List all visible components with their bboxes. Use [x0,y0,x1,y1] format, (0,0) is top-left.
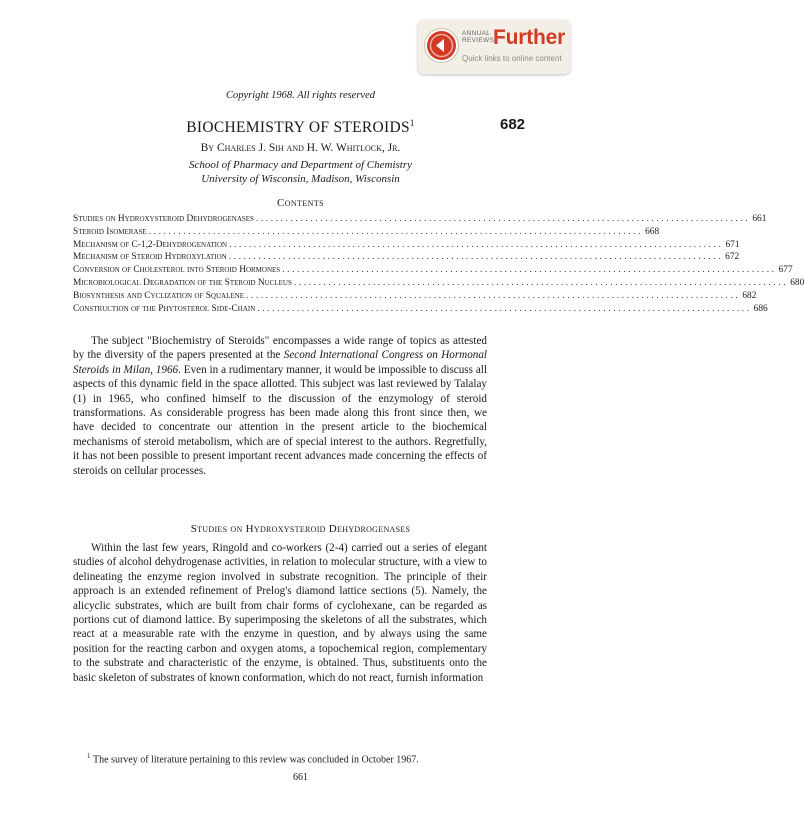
badge-subtitle: Quick links to online content [462,54,562,63]
copyright-notice: Copyright 1968. All rights reserved [225,90,376,101]
toc-leader: .................................................................................................... [257,303,752,314]
toc-label: Microbiological Degradation of the Steroid Nucleus [73,277,292,288]
author-byline: By Charles J. Sih and H. W. Whitlock, Jr. [200,142,401,154]
toc-leader: .................................................................................................... [229,239,724,250]
toc-item[interactable] [73,213,767,226]
toc-leader: .................................................................................................... [293,277,789,288]
article-title [0,118,601,137]
toc-item[interactable] [73,226,660,239]
toc-label: Mechanism of Steroid Hydroxylation [73,252,227,263]
toc-leader: .................................................................................................... [255,214,751,224]
toc-label: Biosynthesis and Cyclization of Squalene [73,290,244,301]
toc-page: 686 [753,303,768,314]
toc-page: 672 [725,252,740,263]
toc-leader: .................................................................................................... [228,252,724,263]
journal-page-number: 682 [500,116,526,133]
toc-item[interactable] [73,251,740,264]
article-title-text: BIOCHEMISTRY OF STEROIDS [186,119,410,137]
table-of-contents [73,213,804,315]
toc-label: Construction of the Phytosterol Side-Chain [73,303,256,314]
toc-label: Studies on Hydroxysteroid Dehydrogenases [73,214,254,224]
toc-page: 671 [725,239,740,250]
congress-name: Second International Congress on Hormonal Steroids in Milan, 1966 [73,349,488,376]
badge-publisher: ANNUAL REVIEWS [462,30,495,44]
affiliation-line-1: School of Pharmacy and Department of Chemistry [188,159,413,171]
toc-item[interactable] [73,303,768,316]
page-number: 661 [293,772,308,783]
affiliation-line-2: University of Wisconsin, Madison, Wisconsin [201,173,400,185]
intro-paragraph [73,334,487,478]
badge-title: Further [493,26,566,49]
toc-leader: .................................................................................................... [282,265,777,276]
footnote-text: The survey of literature pertaining to this review was concluded in October 1967. [93,754,419,766]
toc-page: 668 [645,226,660,237]
section-heading: Studies on Hydroxysteroid Dehydrogenases [190,523,411,535]
toc-leader: .................................................................................................... [148,226,644,237]
intro-text-1: The subject "Biochemistry of Steroids" encompasses a wide range of topics as attested by the diversity of the papers presented at the [73,335,487,362]
toc-label: Steroid Isomerase [73,226,147,237]
contents-heading: Contents [277,197,324,209]
toc-page: 677 [778,265,793,276]
section-paragraph [73,541,487,685]
intro-text-2: . Even in a rudimentary manner, it would be impossible to discuss all aspects of this dynamic field in the space allotted. This subject was last reviewed by Talalay (1) in 1965, who confined himself to the discussion of the enzymology of steroid transformations. As considerable progress has been made along this front since then, we have decided to concentrate our attention in the present article to the biochemical mechanisms of steroid metabolism, which are of special interest to the authors. Regretfully, it has not been possible to present important recent advances made concerning the effects of steroids on cellular processes. [73,363,487,477]
toc-page: 680 [790,277,804,288]
toc-item[interactable] [73,239,740,252]
title-footnote-mark[interactable]: 1 [409,118,415,128]
toc-leader: .................................................................................................... [245,290,741,301]
toc-item[interactable] [73,264,793,277]
footnote-mark: 1 [87,752,91,760]
section-text: Within the last few years, Ringold and co-workers (2-4) carried out a series of elegant studies of alcohol dehydrogenase activities, in relation to molecular structure, with a view to delineating the enzyme region involved in substrate recognition. The principle of their approach is an extended refinement of Prelog's diamond lattice sections (5). Namely, the alicyclic substrates, which are built from chair forms of cyclohexane, can be regarded as portions cut of diamond lattice. By superimposing the skeletons of all the substrates, which react at a measurable rate with the enzyme in question, and by always using the same position for the reacting carbon and oxygen atoms, a topochemical region, complementary to the substrate and characteristic of the enzyme, is obtained. Thus, substituents onto the basic skeleton of substrates of known conformation, which do not react, furnish information [73,542,487,684]
footnote [73,752,487,765]
annual-reviews-logo-icon [427,31,456,60]
toc-label: Mechanism of C-1,2-Dehydrogenation [73,239,228,250]
toc-page: 661 [752,214,767,224]
toc-label: Conversion of Cholesterol into Steroid Hormones [73,265,281,276]
toc-item[interactable] [73,277,804,290]
further-badge[interactable] [418,20,570,74]
toc-page: 682 [742,290,757,301]
toc-item[interactable] [73,290,757,303]
